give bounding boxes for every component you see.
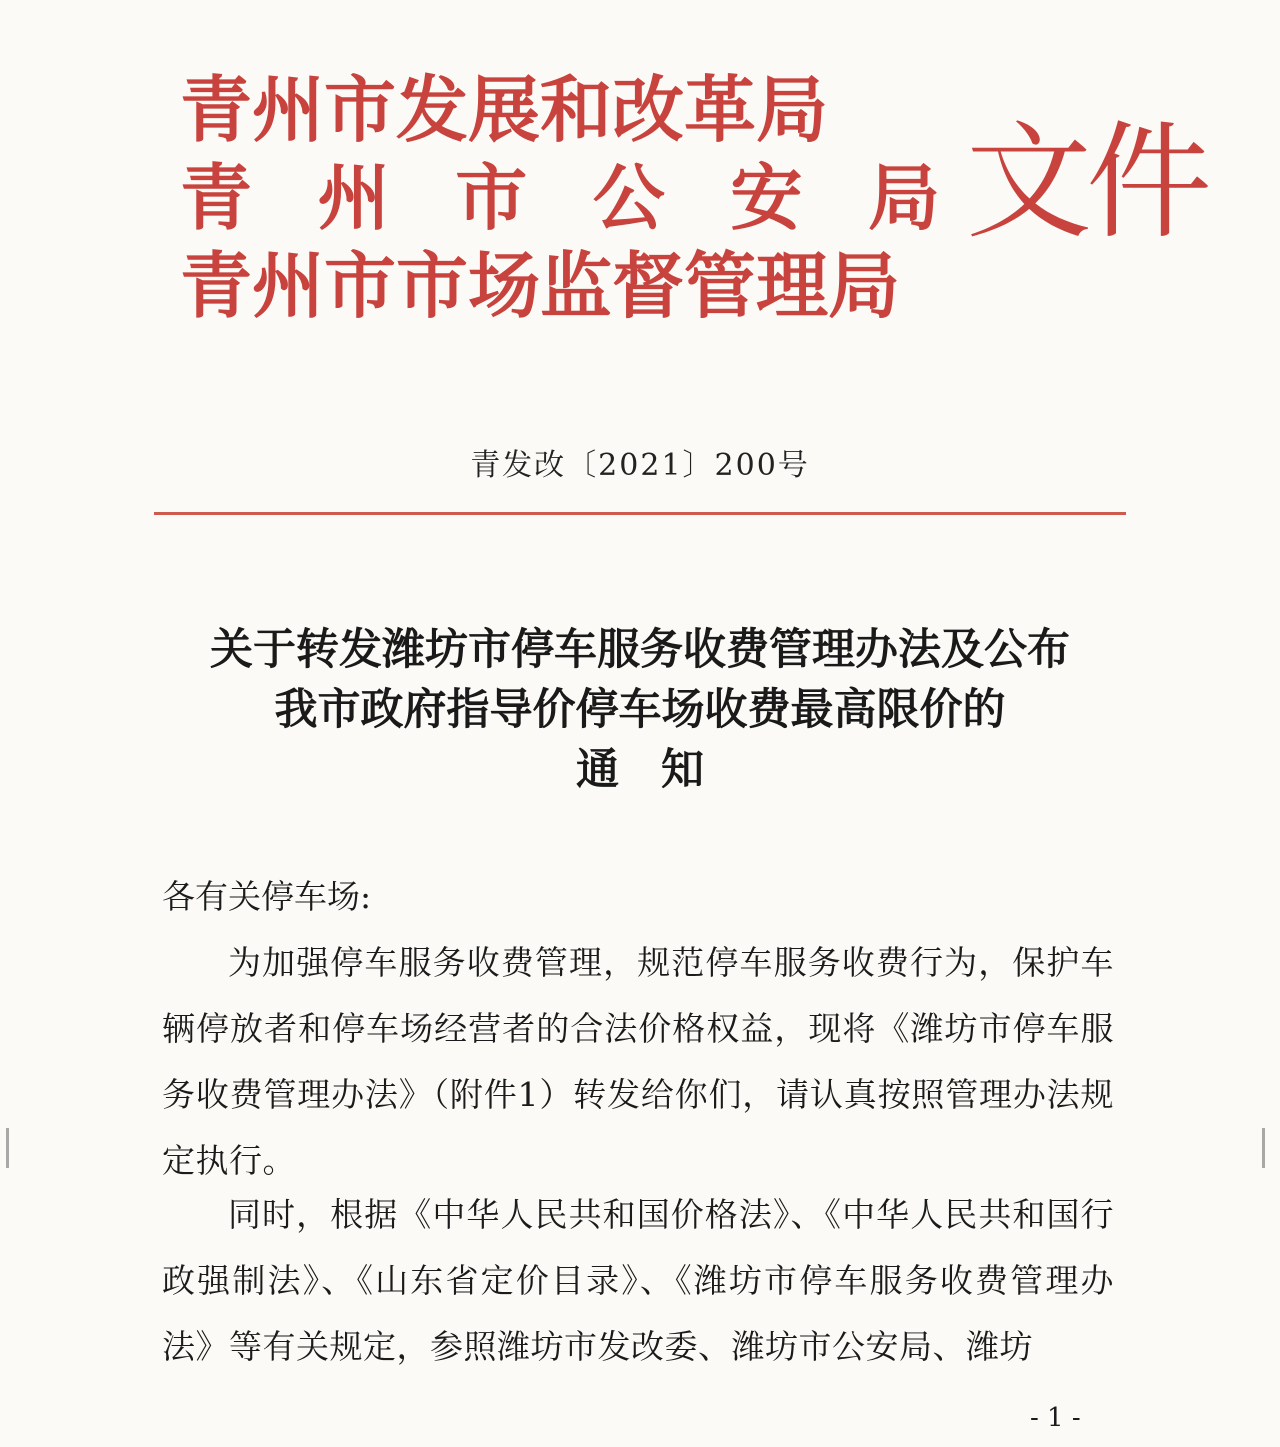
issuer-development-reform: 青州市发展和改革局 (180, 68, 829, 152)
notice-title-line-2: 我市政府指导价停车场收费最高限价的 (274, 685, 1006, 735)
issuer-market-supervision: 青州市市场监督管理局 (180, 244, 901, 328)
notice-title-line-1: 关于转发潍坊市停车服务收费管理办法及公布 (210, 625, 1070, 675)
issuer-public-security (180, 154, 940, 242)
page-number: - 1 - (1030, 1403, 1081, 1433)
issuer-char: 市 (455, 156, 528, 240)
issuer-char: 公 (592, 156, 665, 240)
notice-title (150, 620, 1130, 800)
issuer-char: 局 (867, 156, 940, 240)
salutation: 各有关停车场: (162, 877, 372, 916)
body-paragraph-2: 同时，根据《中华人民共和国价格法》、《中华人民共和国行政强制法》、《山东省定价目录》、《潍坊市停车服务收费管理办法》等有关规定，参照潍坊市发改委、潍坊市公安局、潍坊 (162, 1195, 1114, 1366)
issuer-char: 青 (180, 156, 253, 240)
notice-title-line-3: 通知 (576, 745, 746, 795)
red-divider-line (154, 512, 1126, 515)
issuing-authorities (180, 66, 940, 330)
document-word: 文件 (966, 109, 1206, 256)
scan-edge-mark-left (6, 1128, 9, 1168)
issuer-char: 州 (317, 156, 390, 240)
issuer-char: 安 (730, 156, 803, 240)
scan-edge-mark-right (1262, 1128, 1265, 1168)
body-paragraph-1: 为加强停车服务收费管理，规范停车服务收费行为，保护车辆停放者和停车场经营者的合法价格权益，现将《潍坊市停车服务收费管理办法》（附件1）转发给你们，请认真按照管理办法规定执行。 (162, 943, 1114, 1180)
document-number: 青发改〔2021〕200号 (470, 448, 810, 483)
